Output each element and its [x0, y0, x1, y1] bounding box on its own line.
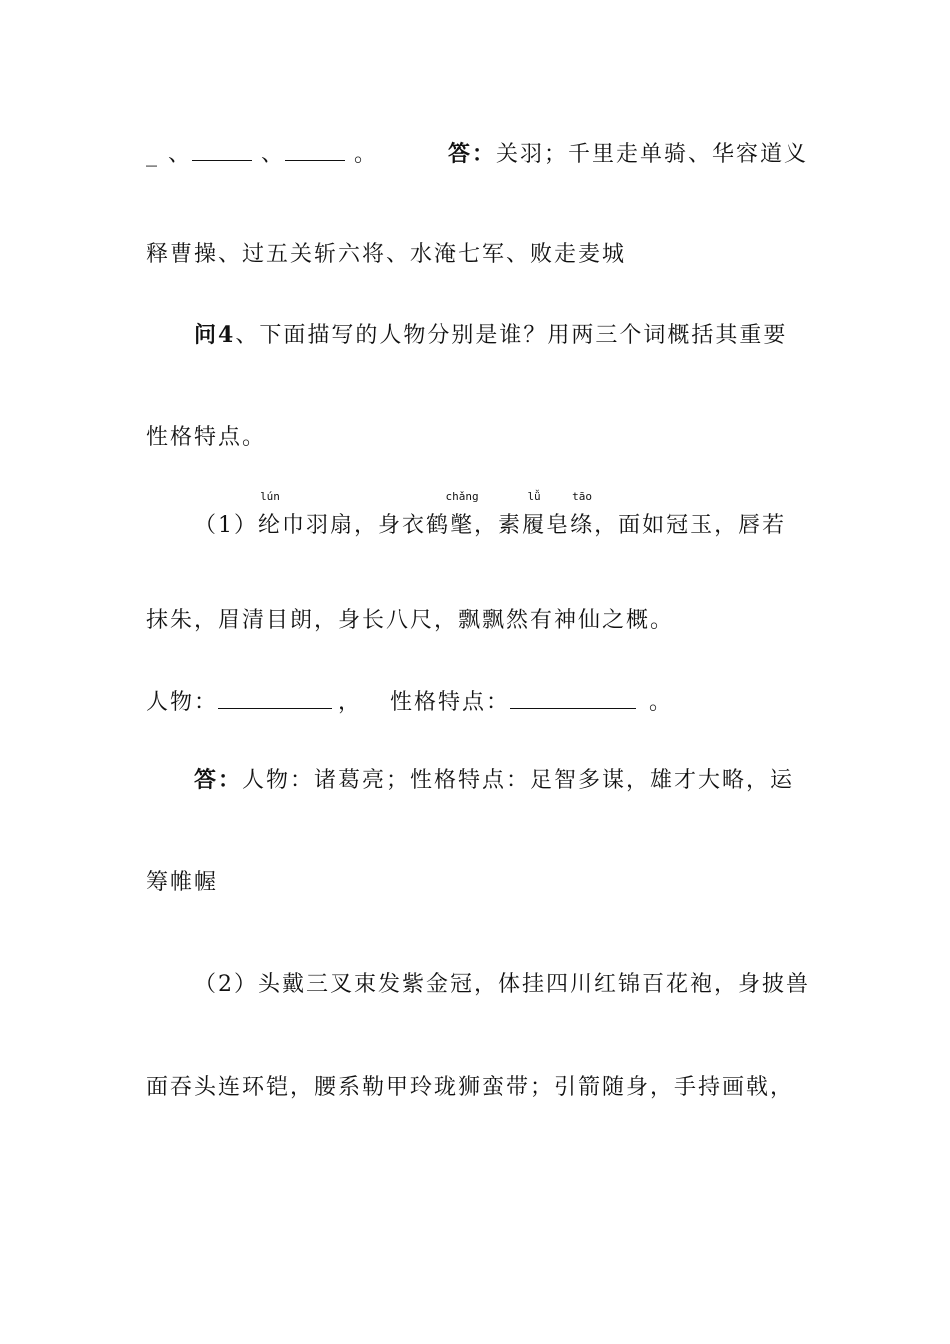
p1-answer-line — [194, 769, 794, 792]
p1-answer-cont: 筹帷幄 — [146, 870, 219, 895]
person-label: 人物： — [146, 690, 219, 715]
q3-answer-cont: 释曹操、过五关斩六将、水淹七军、败走麦城 — [146, 242, 627, 267]
pinyin: tāo — [572, 490, 593, 503]
q3-sep: 、 — [261, 142, 286, 167]
answer-text: 关羽；千里走单骑、华容道义 — [496, 142, 809, 167]
p1-num: （1） — [194, 513, 258, 538]
question-label: 问4 — [194, 322, 236, 348]
q4-line — [194, 324, 787, 347]
p1-line: （1） lún 纶巾羽扇，身衣鹤 chǎng 氅，素 lǚ 履皂 tāo 绦，面如冠玉，唇若 — [194, 490, 787, 538]
p2-line — [194, 974, 810, 996]
p2-num: （2） — [194, 972, 258, 997]
p1-cont: 抹朱，眉清目朗，身长八尺，飘飘然有神仙之概。 — [146, 608, 675, 633]
pinyin: lún — [260, 490, 280, 503]
p2-cont: 面吞头连环铠，腰系勒甲玲珑狮蛮带；引箭随身，手持画戟， — [146, 1075, 795, 1100]
q3-tail-line — [146, 142, 808, 166]
person-blank — [218, 690, 332, 709]
q3-prefix: _ 、 — [146, 142, 192, 167]
ruby-tao: tāo 绦 — [570, 490, 595, 538]
blank — [192, 142, 252, 161]
pinyin: lǚ — [527, 490, 541, 503]
ruby-lun: lún 纶 — [258, 490, 283, 538]
p2-text: 头戴三叉束发紫金冠，体挂四川红锦百花袍，身披兽 — [258, 972, 811, 997]
q4-cont: 性格特点。 — [146, 425, 267, 450]
pinyin: chǎng — [445, 490, 479, 503]
trait-blank — [510, 690, 636, 709]
blank — [285, 142, 345, 161]
ruby-lv: lǚ 履 — [522, 490, 547, 538]
question-text: 、下面描写的人物分别是谁？用两三个词概括其重要 — [235, 323, 788, 348]
answer-label: 答： — [448, 141, 497, 167]
answer-label: 答： — [194, 767, 243, 793]
fill-line: 人物： ， 性格特点： 。 — [146, 690, 674, 715]
answer-text: 人物：诸葛亮；性格特点：足智多谋，雄才大略，运 — [242, 768, 795, 793]
ruby-chang: chǎng 氅 — [445, 490, 479, 538]
trait-label: 性格特点： — [390, 690, 511, 715]
q3-end: 。 — [354, 142, 379, 167]
